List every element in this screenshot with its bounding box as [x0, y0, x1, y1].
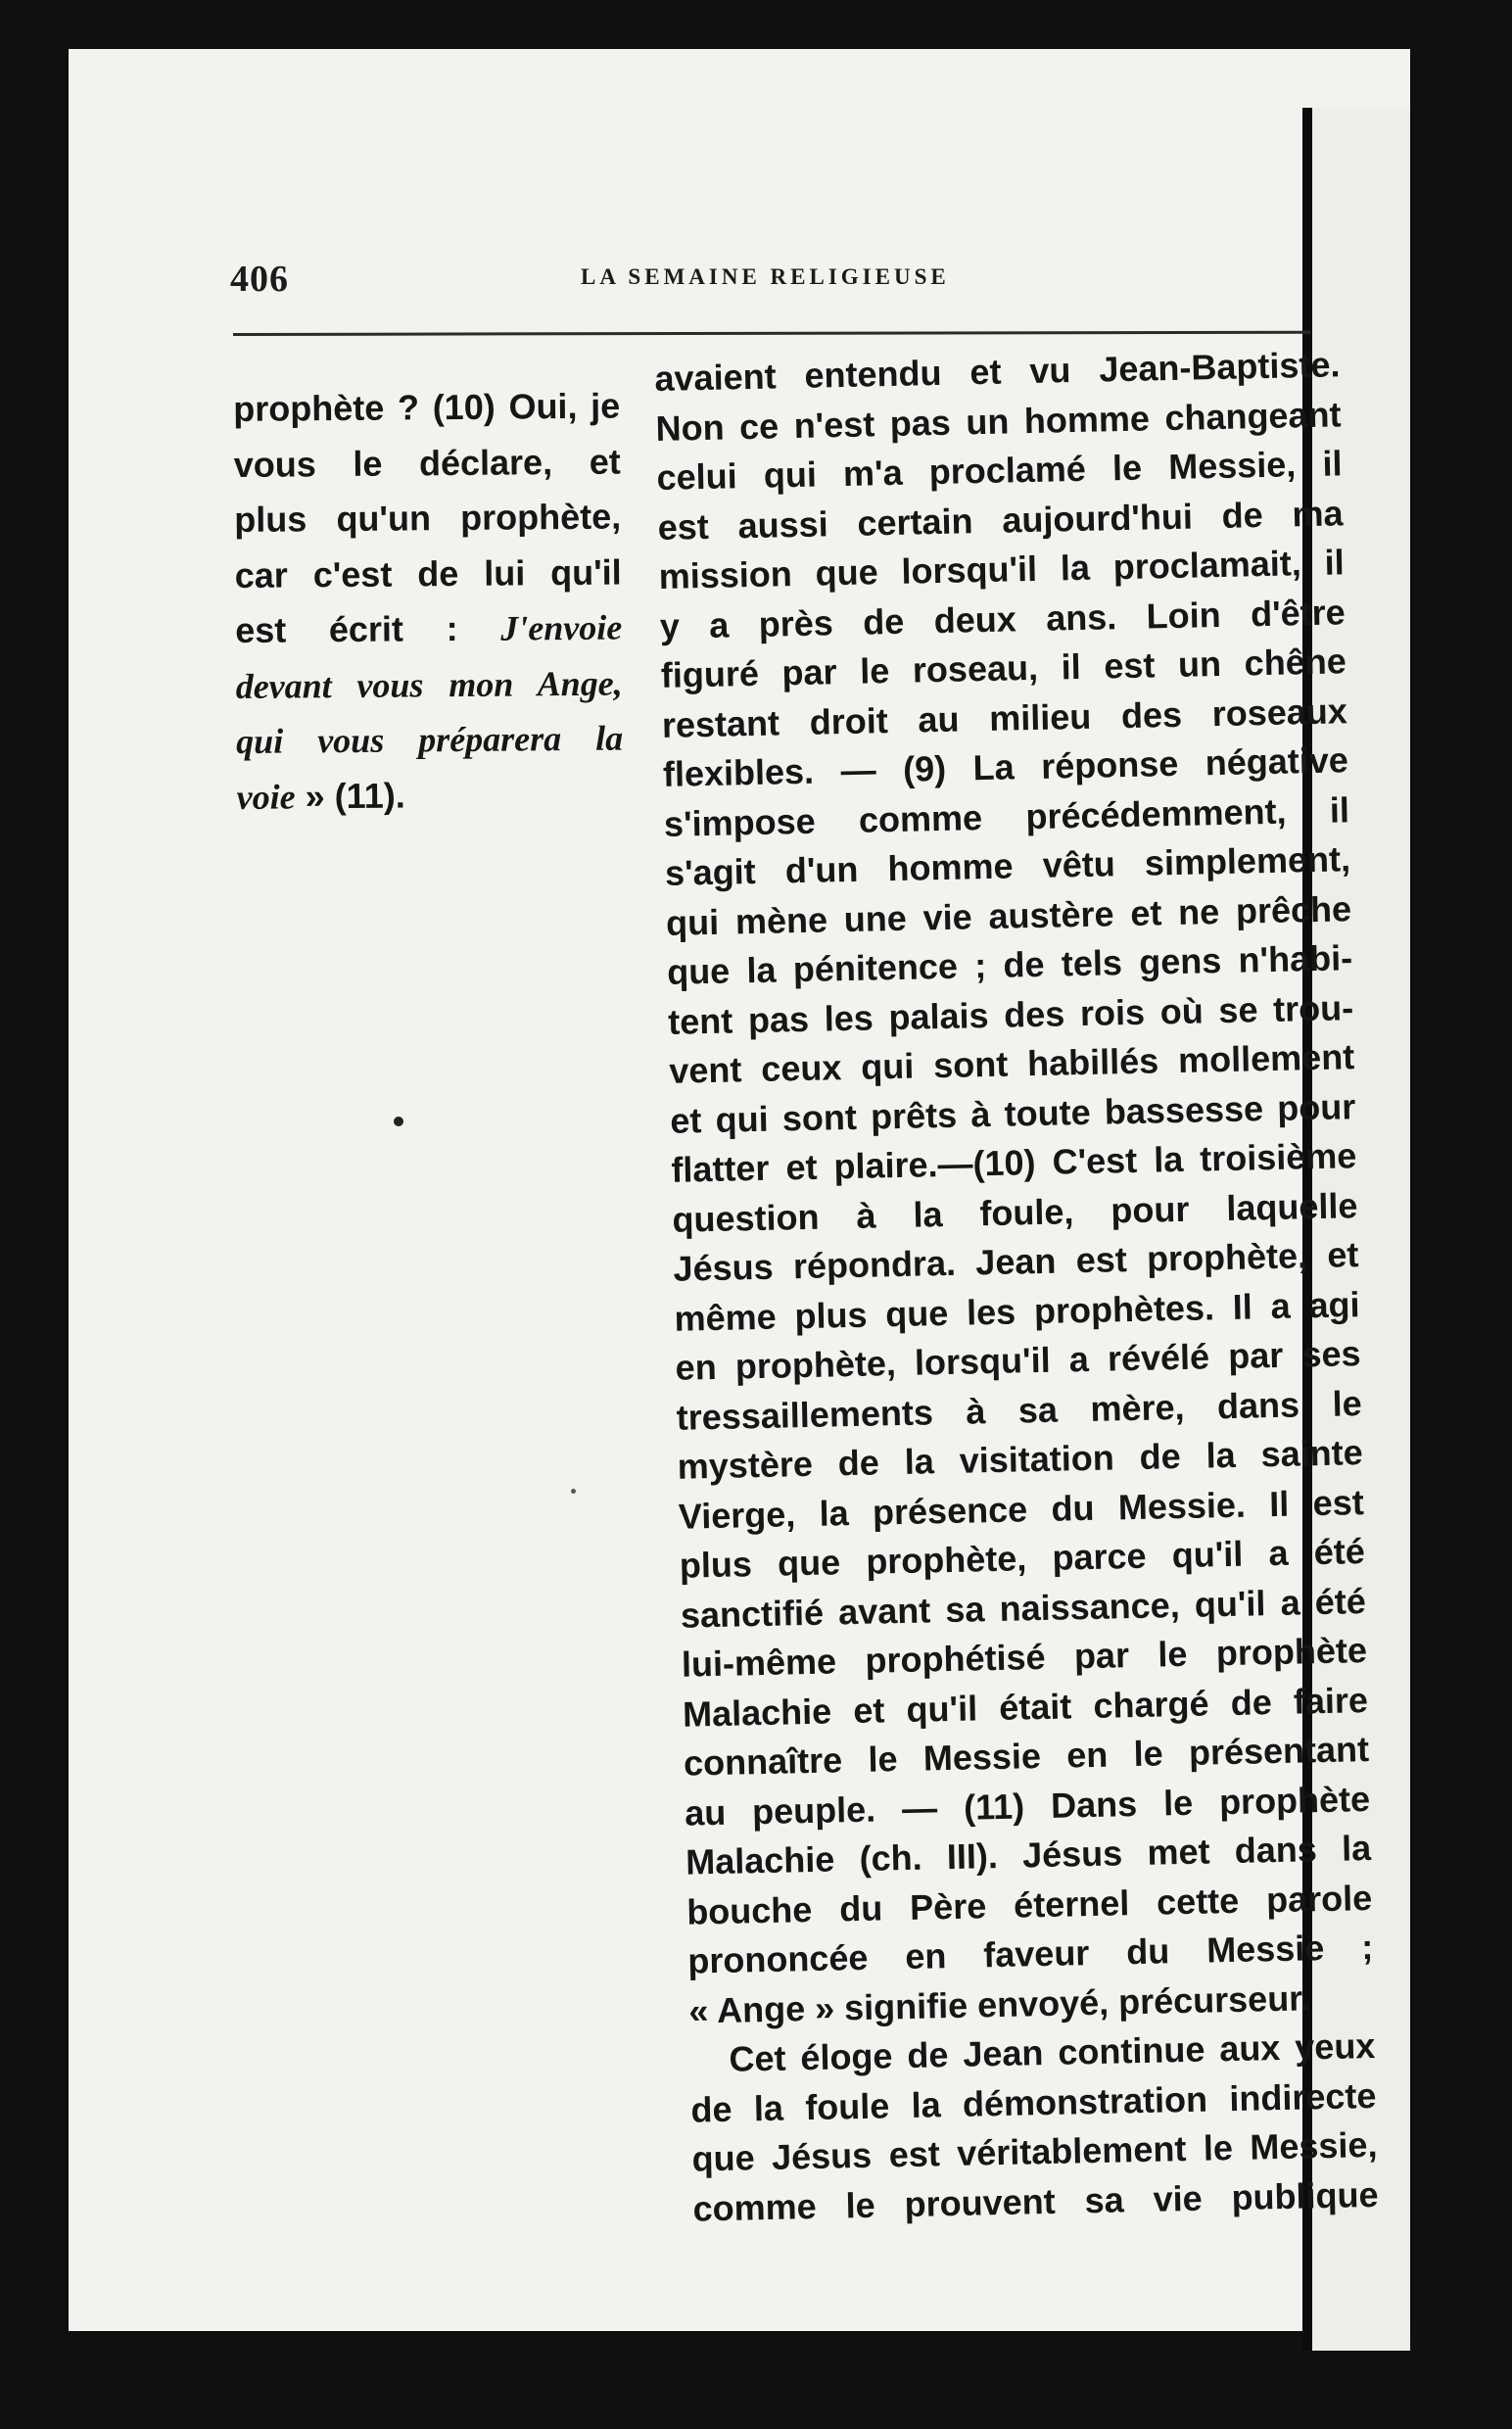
text-line: plus qu'un prophète,	[234, 496, 622, 540]
quote-line: devant vous mon Ange,	[235, 663, 623, 706]
text-line: Malachie et qu'il était chargé de faire	[682, 1679, 1369, 1735]
ink-speck	[394, 1117, 403, 1126]
text-fragment: » (11).	[295, 774, 405, 816]
quote-line: qui vous préparera la	[236, 718, 624, 761]
text-line: s'agit d'un homme vêtu simplement,	[664, 838, 1351, 893]
text-line: avaient entendu et vu Jean-Baptiste.	[654, 344, 1341, 399]
quote-fragment: voie	[236, 776, 296, 817]
quote-end-line	[236, 766, 623, 825]
text-line: qui mène une vie austère et ne prêche	[665, 887, 1352, 943]
text-line: que la pénitence ; de tels gens n'habi-	[666, 937, 1353, 992]
text-line: vent ceux qui sont habillés mollement	[668, 1036, 1355, 1091]
text-line: sanctifié avant sa naissance, qu'il a été	[680, 1580, 1367, 1636]
text-line: car c'est de lui qu'il	[234, 551, 622, 595]
page-number: 406	[230, 259, 289, 300]
text-line: s'impose comme précédemment, il	[663, 788, 1350, 844]
text-line: y a près de deux ans. Loin d'être	[659, 591, 1347, 646]
text-line: connaître le Messie en le présentant	[683, 1729, 1370, 1784]
quote-fragment: J'envoie	[500, 607, 623, 648]
text-line: tent pas les palais des rois où se trou-	[667, 986, 1354, 1042]
text-line: est aussi certain aujourd'hui de ma	[657, 492, 1344, 548]
text-line: et qui sont prêts à toute bassesse pour	[669, 1085, 1356, 1141]
text-line: que Jésus est véritablement le Messie,	[691, 2123, 1378, 2179]
running-title: LA SEMAINE RELIGIEUSE	[581, 264, 950, 289]
page-header	[230, 258, 1337, 300]
text-line: lui-même prophétisé par le prophète	[681, 1630, 1368, 1685]
text-line: Malachie (ch. III). Jésus met dans la	[685, 1828, 1372, 1882]
text-line: flexibles. — (9) La réponse négative	[662, 739, 1349, 794]
text-line: comme le prouvent sa vie publique	[692, 2173, 1379, 2229]
text-line: flatter et plaire.—(10) C'est la troisième	[671, 1135, 1357, 1190]
left-column	[233, 379, 624, 825]
right-column	[654, 340, 1379, 2233]
text-line: plus que prophète, parce qu'il a été	[679, 1531, 1366, 1586]
text-line: vous le déclare, et	[233, 441, 621, 485]
text-line: même plus que les prophètes. Il a agi	[674, 1283, 1360, 1339]
text-line-with-quote	[235, 600, 622, 659]
text-line: de la foule la démonstration indirecte	[690, 2074, 1377, 2130]
text-line: question à la foule, pour laquelle	[672, 1184, 1358, 1240]
text-line: « Ange » signifie envoyé, précurseur.	[687, 1977, 1311, 2031]
text-line: restant droit au milieu des roseaux	[661, 690, 1348, 745]
text-line: figuré par le roseau, il est un chêne	[660, 641, 1347, 695]
text-line: prononcée en faveur du Messie ;	[686, 1926, 1374, 1981]
text-line: au peuple. — (11) Dans le prophète	[684, 1778, 1371, 1834]
text-line: Cet éloge de Jean continue aux yeux	[729, 2024, 1376, 2079]
text-line: mission que lorsqu'il la proclamait, il	[658, 542, 1346, 596]
text-line: Vierge, la présence du Messie. Il est	[678, 1481, 1365, 1537]
text-line: Jésus répondra. Jean est prophète, et	[673, 1234, 1359, 1289]
text-line: bouche du Père éternel cette parole	[685, 1877, 1373, 1932]
text-line: prophète ? (10) Oui, je	[233, 385, 621, 429]
text-line: celui qui m'a proclamé le Messie, il	[656, 443, 1343, 498]
text-line: mystère de la visitation de la sainte	[677, 1432, 1364, 1487]
text-line: en prophète, lorsqu'il a révélé par ses	[675, 1333, 1361, 1388]
text-line: Non ce n'est pas un homme changeant	[655, 393, 1342, 449]
ink-speck	[571, 1489, 576, 1494]
text-line: tressaillements à sa mère, dans le	[676, 1382, 1362, 1438]
text-fragment: est écrit :	[235, 607, 501, 650]
